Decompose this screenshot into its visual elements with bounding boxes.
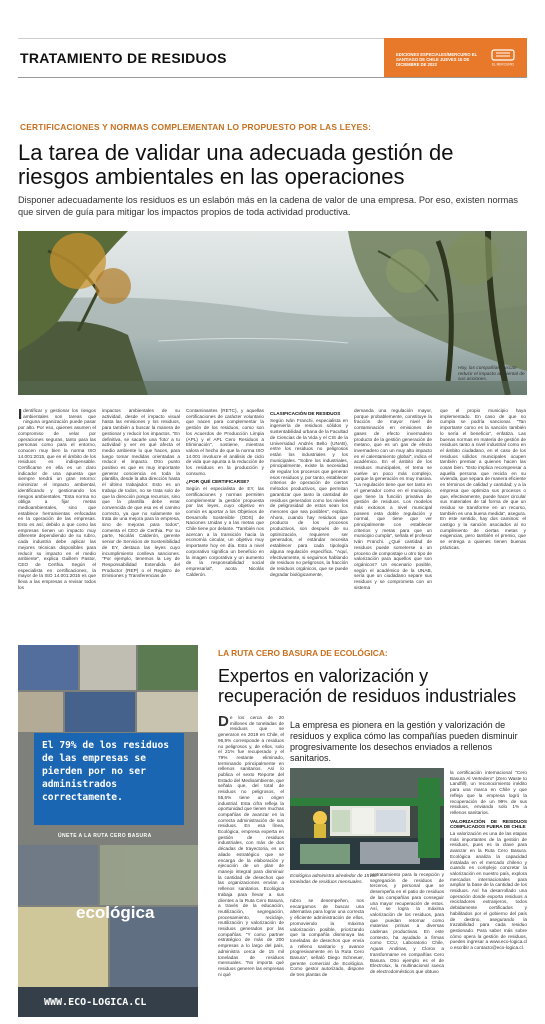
article2-kicker: LA RUTA CERO BASURA DE ECOLÓGICA: (218, 648, 388, 658)
article2-colA-text: rubro se desempeñen, nos encargamos de buscar una alternativa para lograr una correcta y eficiente administración de ellos, promoviendo la máxima valorización posible, priorizando que la compañía disminuya las toneladas de desechos que envía a relleno sanitario y avance progresivamente en la Ruta Cero Basura", señaló Diego Schneuer, gerente comercial de Ecológica. Como gestor autorizado, dispone de tres plantas de (290, 898, 364, 978)
article1-column-3 (186, 408, 264, 638)
article1-col1-text: dentificar y gestionar los riesgos ambientales son tareas que ninguna organización puede pasar por alto. Por eso, quienes asumen el compromiso de velar por operaciones seguras, tanto para las personas como para el entorno, conocen muy bien la norma ISO 14.001:2015, que en el ámbito de los residuos es indispensable. Certificarse en ella es un claro indicador de una apuesta que siempre tendrá un gran retorno: minimizar el impacto ambiental, identificando y gestionando los riesgos ambientales. "Esta norma no obliga a fijar metas medioambientales, sino que establece herramientas enfocadas en la operación de las empresas. Esto es así, debido a que como las empresas tienen un impacto muy diferente dependiendo de su rubro, cada industria debe aplicar las mejores técnicas disponibles para reducir su impacto en el medio ambiente", explica Guillem Pastor, CEO de Certhia. Según el especialista en certificaciones, la mayor de la ISO 14.001:2015 es que lleva a las empresas a revisar todos los (18, 408, 96, 590)
article2-column-c (450, 770, 527, 1018)
ad-website-link[interactable]: WWW.ECO-LOGICA.CL (44, 997, 147, 1008)
article2-colC2-text: La valorización es una de las etapas más importantes de la gestión de residuos, pues es la clave para avanzar en la Ruta Cero Basura. Ecológica analiza la capacidad instalada en el mercado chileno y cuando es complejo concretar la valorización en nuestro país, explora mercados internacionales para ampliar la base de la cantidad de los residuos. Así ha desarrollado una operación donde exporta residuos a recicladores extranjeros, todos debidamente certificados y habilitados por el gobierno del país de destino, asegurando la trazabilidad para cada residuo gestionado. Para saber más sobre cómo opera la gestión de residuos, puedes ingresar a www.eco-logica.cl o escribir a contacto@eco-logica.cl. (450, 831, 527, 951)
section-title: TRATAMIENTO DE RESIDUOS (20, 50, 227, 66)
article1-column-1 (18, 408, 96, 638)
ad-brand-logo: ecológica (76, 903, 155, 922)
article1-col3a-text: Contaminantes (RETC), y aquellas certificaciones de carácter voluntario que nacen para complementar la gestión de los residuos, como son los Acuerdos de Producción Limpia (APL) y el APL Cero Residuos a Eliminación", sostiene, mientras valora el hecho de que la norma ISO 14.001 involucre el análisis de ciclo de vida que apunta a la reducción de los residuos en la producción y consumo. (186, 408, 264, 476)
article2-lede (218, 715, 284, 1015)
edition-badge (384, 38, 527, 77)
article1-column-4 (270, 408, 348, 638)
article2-colC-heading: VALORIZACIÓN DE RESIDUOS COMPLICADOS FUERA DE CHILE (450, 818, 527, 830)
article1-col4-heading: CLASIFICACIÓN DE RESIDUOS (270, 411, 341, 416)
article1-col5-text: demanda una regulación mayor, porque probablemente, constituye la fracción de mayor nivel de contaminación en emisiones de gases de efecto invernadero producto de la gestión generación de metano, que es un gas de efecto invernadero con un muy alto impacto en el calentamiento global", indica el académico. En el ámbito de los residuos municipales, el tema se vuelve un poco más complejo, porque la generación es muy masiva. "La regulación tiene que ser tanto en el generador como en el municipio, que tiene la función privativa de gestión de residuos. Los modelos más exitosos a nivel municipal poseen esta doble regulación y normal, que tiene que ver principalmente con establecer criterios y metas para que un municipio cumpla", señala el profesor Iván Franchi. ¿Qué cantidad de residuos puede someterse a un proceso de compostaje u otro tipo de valorización para aquellos que son orgánicos? Un escenario posible, según el académico de la UNAB, sería que un ciudadano separe sus residuos y se comprometa con un sistema (354, 408, 432, 590)
article2-lede-text: e los cerca de 20 millones de toneladas de residuos que se generaron en 2019 en Chile, el 96,9% corresponde a residuos no peligrosos y, de ellos, solo el 21% fue recuperado y el 79% restante eliminado, terminando principalmente en rellenos sanitarios. Así lo publica el sexto Reporte del Estado del Medioambiente, que señala que, del total de residuos no peligrosos, el 55,6% tiene un origen industrial. Esta cifra refleja la oportunidad que tienen muchas compañías de avanzar en la correcta administración de sus residuos. En esa línea, Ecológica, empresa experta en gestión de residuos industriales, con más de dos décadas de trayectoria, es un aliado estratégico que se encarga de la elaboración y ejecución de un plan de manejo integral para disminuir la cantidad de desechos que las organizaciones envían a rellenos sanitarios. Ecológica trabaja para llevar a sus clientes a la Ruta Cero Basura, a través de la educación, reutilización, segregación, procesamiento, reciclaje, reutilización y valorización de residuos generados por las compañías. "Y como partner estratégico de más de 200 empresas a lo largo del país, administra cerca de 15 mil toneladas de residuos mensuales. "No importa qué residuos generen las empresas ni qué (218, 715, 284, 977)
ad-background-bales (18, 645, 198, 1017)
ad-cta: ÚNETE A LA RUTA CERO BASURA (58, 833, 152, 839)
ad-quote-box: El 79% de los residuos de las empresas se pierden por no ser administrados correctamente. (34, 733, 184, 825)
article2-dek: La empresa es pionera en la gestión y valorización de residuos y explica cómo las compañías pueden disminuir progresivamente los desechos enviados a rellenos sanitarios. (290, 720, 518, 763)
article1-col2-text: impactos ambientales de su actividad, desde el impacto visual hasta las emisiones y los residuos, para también a buscar la manera de gestionar y reducir los impactos. "En definitiva, se sacarle una 'foto' a tu actividad y ver en qué afecta el medio ambiente lo que haces, para luego tomar medidas orientadas a reducir el impacto. Otro punto positivo es que es muy importante generar conciencia en toda la plantilla, desde la alta dirección hasta el último trabajador. Esto es un trabajo de todos, no se trata solo de que la dirección ponga recursos, sino que la plantilla debe estar convencida de que esa es el camino correcto, ya que no solamente se trata de una mejora para la empresa, sino de mejoras para todos", comenta el CEO de Certhia. Por su parte, Nicolás Calderón, gerente senior de Servicios de Sostenibilidad de EY, destaca las leyes cuyo incumplimiento conlleva sanciones. "Por ejemplo, tenemos la Ley de Responsabilidad Extendida del Productor (REP) o el Registro de Emisiones y Transferencias de (102, 408, 180, 579)
article2-dropcap: D (218, 715, 229, 730)
article1-column-5 (354, 408, 432, 638)
article2-colB-text: pretratamiento para la recepción y segregación de residuos de terceros, y personal que se desempeña en el patio de residuos de las compañías para conseguir una mayor recuperación de estos. Así, se logra la máxima valorización de los residuos, para que puedan retornar como materias primas a diversas cadenas productivas. En este contexto, ha ayudado a firmas como CCU, Laboratorio Chile, Aguas Andinas, y Clorox a transformarse en compañías Cero Basura. Otro ejemplo es el de Electrolux, la multinacional sueca de electrodomésticos que obtuvo (370, 872, 444, 974)
article1-kicker: CERTIFICACIONES Y NORMAS COMPLEMENTAN LO PROPUESTO POR LAS LEYES: (20, 122, 372, 132)
edition-text: EDICIONES ESPECIALES/MERCURIO EL SANTIAGO DE CHILE JUEVES 15 DE DICIEMBRE DE 2022 (396, 52, 478, 67)
ecologica-advertisement (18, 645, 198, 1017)
article1-col3b-text: Según el especialista de EY, las certificaciones y normas permiten complementar la gestión propuesta por las leyes, cuyo objetivo en común es aportar a los Objetivos de Desarrollo Sostenible (ODS) de Naciones Unidas y a las metas que Chile tiene por delante. "También nos acercan a la transición hacia la economía circular, un objetivo muy importante hoy en día. Esto a nivel corporativo significa un beneficio en la imagen corporativa y un aumento de la responsabilidad social empresarial", acota Nicolás Calderón. (186, 486, 264, 577)
article1-photo-landscape (18, 231, 527, 395)
article2-column-a (290, 898, 364, 1018)
article1-col3-heading: ¿POR QUÉ CERTIFICARSE? (186, 479, 250, 485)
article1-col6-text: que el propio municipio haya implementado. En caso de que no cumpla se podría sancionar. "Tan importante como es la sanción también lo sería el beneficio", enfatiza. Las buenas normas en materia de gestión de residuos tanto a nivel industrial como en el ámbito ciudadano, en el caso de los residuos sólidos municipales ocupen también premiar a quienes hacen las cosas bien. "Esto implica recompensar a aquella persona que recicla en su vivienda, que separa de manera eficiente en términos de calidad y cantidad; y a la empresa que optimiza sus procesos o que, efectivamente, puede hacer circular sus materiales de tal forma de que un residuo se transforme en un recurso, también es una buena medida", asegura. En este sentido, hay dos caminos: el castigo y la sanción asociados al no cumplimiento de ciertas metas y exigencias, pero también el premio, que se entrega a quienes tienen buenas prácticas. (440, 408, 526, 550)
svg-text:EL MERCURIO: EL MERCURIO (491, 62, 515, 67)
article2-photo-plant (290, 768, 444, 870)
article1-dropcap: I (18, 408, 23, 423)
article1-dek: Disponer adecuadamente los residuos es un eslabón más en la cadena de valor de una empresa. Por eso, existen normas que sirven de guía para mitigar los impactos propios de toda actividad productiva. (18, 195, 518, 217)
article2-headline: Expertos en valorización y recuperación de residuos industriales (218, 666, 517, 706)
article1-column-6 (440, 408, 526, 638)
newspaper-logo (488, 49, 518, 67)
header-rule (18, 77, 527, 78)
article1-headline: La tarea de validar una adecuada gestión de riesgos ambientales en las operaciones (18, 140, 454, 189)
article2-column-b (370, 872, 444, 1018)
article1-caption: Hoy, las compañías buscan reducir el impacto ambiental de sus acciones. (458, 366, 525, 383)
article1-col4-text: Según Iván Franchi, especialista en ingeniería de residuos sólidos y sustentabilidad urbana de la Facultad de Ciencias de la Vida y el CIS de la Universidad Andrés Bello (UNAB), entre los residuos no peligrosos están los industriales y los municipales. "Sobre los industriales, principalmente, existe la necesidad de regular los procesos que generan esos residuos y, por tanto, establecer criterios de operación de ciertos métodos productivos, que permitan garantizar que tanto la cantidad de residuos generados como los niveles de peligrosidad de estos sean los menores que sea posibles", explica. Ahora, cuando hay residuos que producto de los procesos productivos, son después de su optimización, requieren ser generados, el estándar necesita establecer para cada tipología alguna regulación específica. "Aquí, efectivamente, si seguimos hablando de residuos no peligrosos, la fracción de residuos orgánicos, que se puede degradar biológicamente, (270, 417, 348, 577)
article2-colC-text: la certificación internacional "Cero Basura Al Vertedero" (Zero Waste to Landfill), un reconocimiento inédito para una marca en Chile y que refleja que la empresa logró la recuperación de un 99% de sus residuos, enviando solo 1% a rellenos sanitarios. (450, 770, 527, 815)
article1-column-2 (102, 408, 180, 638)
article2-caption: Ecológica administra alrededor de 15 mil toneladas de residuos mensuales. (290, 874, 377, 885)
